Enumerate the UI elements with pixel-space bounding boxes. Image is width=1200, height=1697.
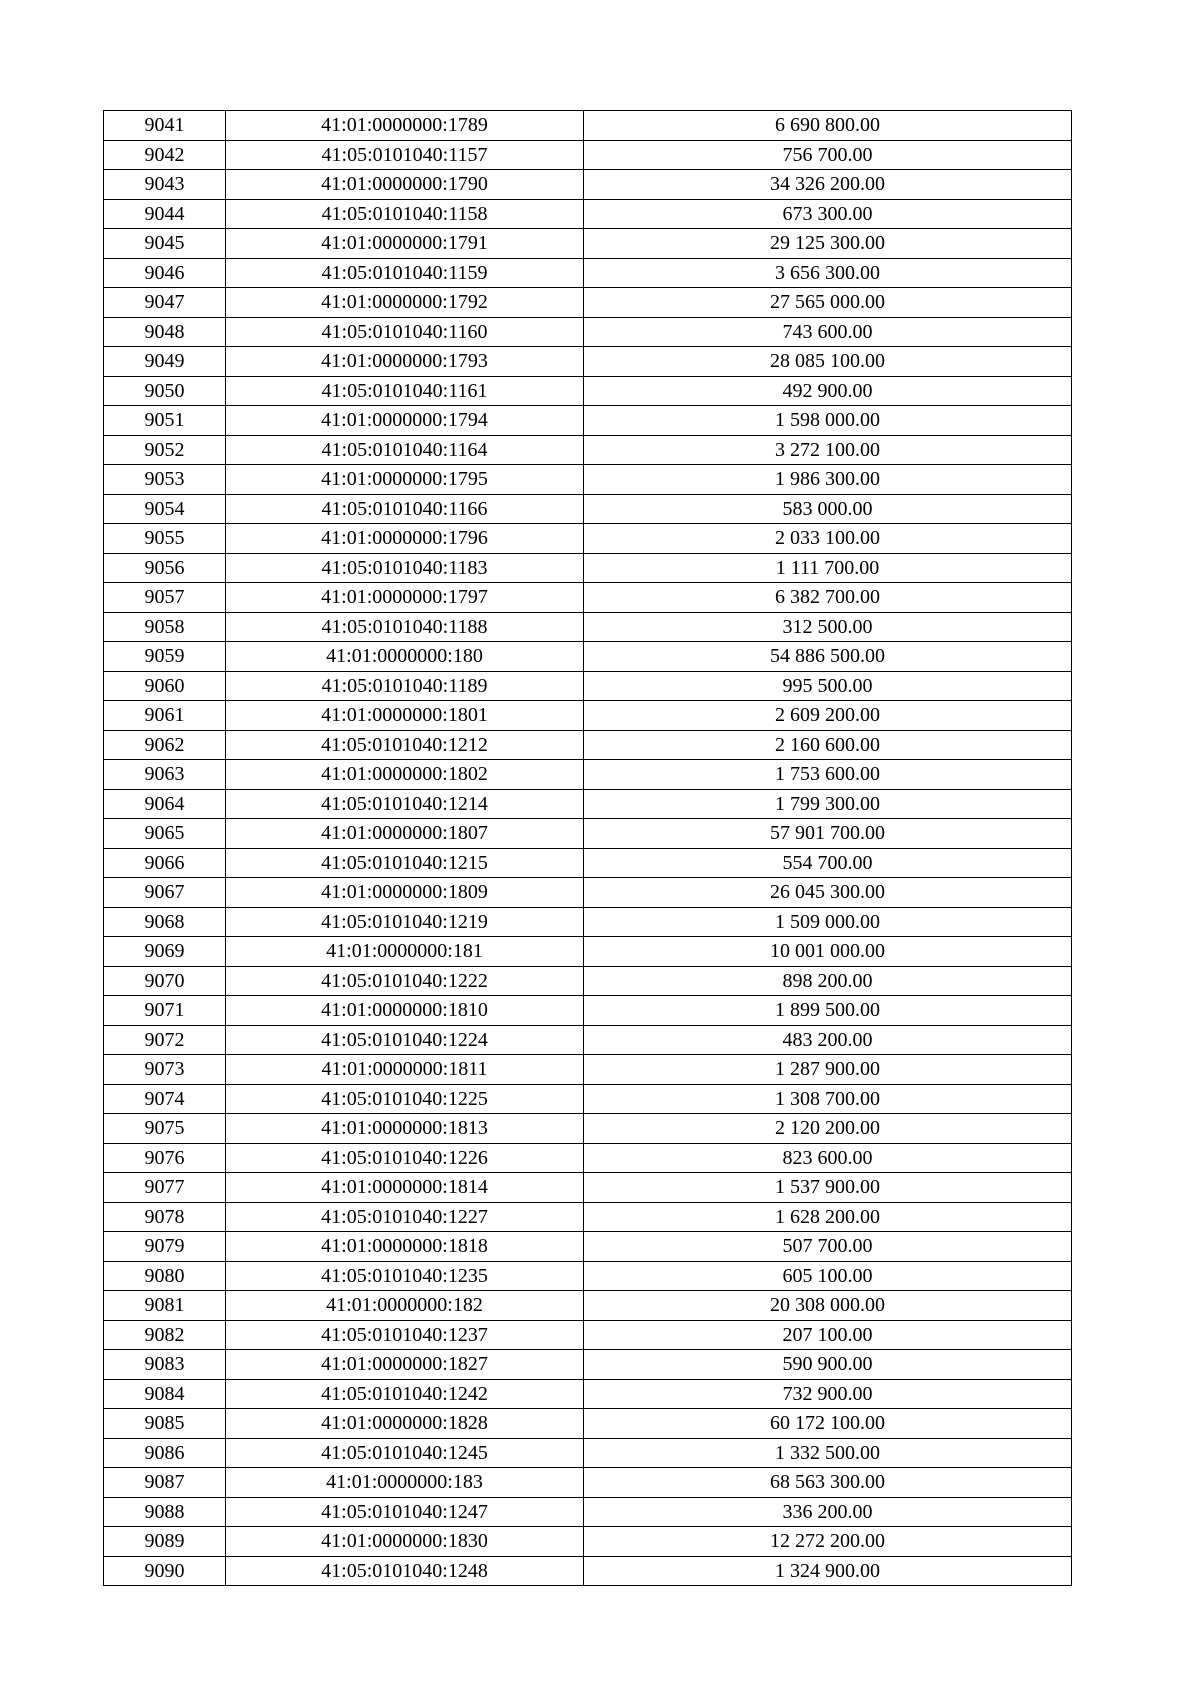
cadastral-number-cell: 41:01:0000000:180 (226, 642, 584, 672)
table-row (104, 996, 1072, 1026)
cadastral-value-cell: 336 200.00 (584, 1497, 1072, 1527)
cadastral-value-cell: 54 886 500.00 (584, 642, 1072, 672)
cadastral-value-cell: 2 609 200.00 (584, 701, 1072, 731)
table-row (104, 553, 1072, 583)
row-number-cell: 9060 (104, 671, 226, 701)
cadastral-number-cell: 41:01:0000000:1813 (226, 1114, 584, 1144)
table-row (104, 1055, 1072, 1085)
table-row (104, 1527, 1072, 1557)
cadastral-value-cell: 3 656 300.00 (584, 258, 1072, 288)
cadastral-value-cell: 2 120 200.00 (584, 1114, 1072, 1144)
cadastral-number-cell: 41:01:0000000:1791 (226, 229, 584, 259)
cadastral-value-cell: 68 563 300.00 (584, 1468, 1072, 1498)
cadastral-number-cell: 41:01:0000000:1797 (226, 583, 584, 613)
cadastral-number-cell: 41:05:0101040:1237 (226, 1320, 584, 1350)
table-row (104, 1173, 1072, 1203)
table-row (104, 1261, 1072, 1291)
cadastral-number-cell: 41:05:0101040:1183 (226, 553, 584, 583)
cadastral-number-cell: 41:01:0000000:1807 (226, 819, 584, 849)
row-number-cell: 9050 (104, 376, 226, 406)
cadastral-value-cell: 1 287 900.00 (584, 1055, 1072, 1085)
table-row (104, 701, 1072, 731)
row-number-cell: 9090 (104, 1556, 226, 1586)
cadastral-value-cell: 29 125 300.00 (584, 229, 1072, 259)
cadastral-value-cell: 27 565 000.00 (584, 288, 1072, 318)
cadastral-number-cell: 41:05:0101040:1160 (226, 317, 584, 347)
cadastral-number-cell: 41:01:0000000:1811 (226, 1055, 584, 1085)
cadastral-number-cell: 41:01:0000000:1818 (226, 1232, 584, 1262)
cadastral-number-cell: 41:05:0101040:1222 (226, 966, 584, 996)
row-number-cell: 9049 (104, 347, 226, 377)
table-row (104, 1114, 1072, 1144)
row-number-cell: 9052 (104, 435, 226, 465)
cadastral-value-cell: 6 382 700.00 (584, 583, 1072, 613)
cadastral-number-cell: 41:01:0000000:1830 (226, 1527, 584, 1557)
cadastral-number-cell: 41:01:0000000:1828 (226, 1409, 584, 1439)
row-number-cell: 9087 (104, 1468, 226, 1498)
row-number-cell: 9089 (104, 1527, 226, 1557)
table-row (104, 966, 1072, 996)
row-number-cell: 9065 (104, 819, 226, 849)
table-row (104, 1409, 1072, 1439)
cadastral-number-cell: 41:05:0101040:1159 (226, 258, 584, 288)
table-row (104, 1556, 1072, 1586)
cadastral-value-cell: 60 172 100.00 (584, 1409, 1072, 1439)
cadastral-value-cell: 12 272 200.00 (584, 1527, 1072, 1557)
table-row (104, 1084, 1072, 1114)
row-number-cell: 9068 (104, 907, 226, 937)
row-number-cell: 9072 (104, 1025, 226, 1055)
cadastral-value-cell: 3 272 100.00 (584, 435, 1072, 465)
row-number-cell: 9053 (104, 465, 226, 495)
row-number-cell: 9066 (104, 848, 226, 878)
cadastral-number-cell: 41:05:0101040:1242 (226, 1379, 584, 1409)
table-row (104, 1497, 1072, 1527)
table-row (104, 199, 1072, 229)
row-number-cell: 9071 (104, 996, 226, 1026)
cadastral-number-cell: 41:05:0101040:1212 (226, 730, 584, 760)
table-row (104, 1438, 1072, 1468)
row-number-cell: 9062 (104, 730, 226, 760)
cadastral-number-cell: 41:05:0101040:1224 (226, 1025, 584, 1055)
row-number-cell: 9041 (104, 111, 226, 141)
table-row (104, 1232, 1072, 1262)
row-number-cell: 9079 (104, 1232, 226, 1262)
table-row (104, 111, 1072, 141)
cadastral-number-cell: 41:05:0101040:1158 (226, 199, 584, 229)
cadastral-number-cell: 41:05:0101040:1166 (226, 494, 584, 524)
cadastral-value-cell: 995 500.00 (584, 671, 1072, 701)
row-number-cell: 9056 (104, 553, 226, 583)
table-row (104, 1202, 1072, 1232)
cadastral-value-cell: 6 690 800.00 (584, 111, 1072, 141)
table-row (104, 376, 1072, 406)
row-number-cell: 9077 (104, 1173, 226, 1203)
row-number-cell: 9073 (104, 1055, 226, 1085)
cadastral-number-cell: 41:01:0000000:183 (226, 1468, 584, 1498)
cadastral-value-cell: 823 600.00 (584, 1143, 1072, 1173)
cadastral-value-cell: 1 324 900.00 (584, 1556, 1072, 1586)
table-row (104, 465, 1072, 495)
row-number-cell: 9082 (104, 1320, 226, 1350)
row-number-cell: 9088 (104, 1497, 226, 1527)
cadastral-value-cell: 2 160 600.00 (584, 730, 1072, 760)
row-number-cell: 9051 (104, 406, 226, 436)
cadastral-number-cell: 41:01:0000000:1802 (226, 760, 584, 790)
table-row (104, 347, 1072, 377)
table-row (104, 937, 1072, 967)
cadastral-number-cell: 41:05:0101040:1245 (226, 1438, 584, 1468)
cadastral-value-cell: 28 085 100.00 (584, 347, 1072, 377)
cadastral-number-cell: 41:05:0101040:1189 (226, 671, 584, 701)
table-row (104, 288, 1072, 318)
row-number-cell: 9081 (104, 1291, 226, 1321)
cadastral-value-cell: 1 799 300.00 (584, 789, 1072, 819)
cadastral-value-cell: 507 700.00 (584, 1232, 1072, 1262)
cadastral-number-cell: 41:01:0000000:1814 (226, 1173, 584, 1203)
cadastral-value-cell: 1 986 300.00 (584, 465, 1072, 495)
table-row (104, 1025, 1072, 1055)
cadastral-value-cell: 590 900.00 (584, 1350, 1072, 1380)
cadastral-number-cell: 41:05:0101040:1226 (226, 1143, 584, 1173)
cadastral-value-cell: 1 308 700.00 (584, 1084, 1072, 1114)
table-row (104, 642, 1072, 672)
table-row (104, 1291, 1072, 1321)
cadastral-value-cell: 207 100.00 (584, 1320, 1072, 1350)
table-row (104, 789, 1072, 819)
cadastral-number-cell: 41:05:0101040:1225 (226, 1084, 584, 1114)
row-number-cell: 9084 (104, 1379, 226, 1409)
cadastral-value-cell: 1 537 900.00 (584, 1173, 1072, 1203)
cadastral-value-cell: 1 899 500.00 (584, 996, 1072, 1026)
table-row (104, 1379, 1072, 1409)
row-number-cell: 9076 (104, 1143, 226, 1173)
row-number-cell: 9085 (104, 1409, 226, 1439)
row-number-cell: 9069 (104, 937, 226, 967)
row-number-cell: 9042 (104, 140, 226, 170)
cadastral-value-cell: 743 600.00 (584, 317, 1072, 347)
row-number-cell: 9061 (104, 701, 226, 731)
cadastral-number-cell: 41:01:0000000:1795 (226, 465, 584, 495)
row-number-cell: 9043 (104, 170, 226, 200)
cadastral-number-cell: 41:05:0101040:1248 (226, 1556, 584, 1586)
cadastral-number-cell: 41:05:0101040:1214 (226, 789, 584, 819)
row-number-cell: 9048 (104, 317, 226, 347)
cadastral-value-cell: 554 700.00 (584, 848, 1072, 878)
cadastral-number-cell: 41:01:0000000:1827 (226, 1350, 584, 1380)
cadastral-value-cell: 898 200.00 (584, 966, 1072, 996)
row-number-cell: 9045 (104, 229, 226, 259)
table-row (104, 878, 1072, 908)
table-row (104, 583, 1072, 613)
cadastral-value-cell: 57 901 700.00 (584, 819, 1072, 849)
table-row (104, 229, 1072, 259)
table-row (104, 848, 1072, 878)
cadastral-value-cell: 20 308 000.00 (584, 1291, 1072, 1321)
cadastral-value-cell: 1 628 200.00 (584, 1202, 1072, 1232)
table-row (104, 406, 1072, 436)
table-row (104, 760, 1072, 790)
table-row (104, 730, 1072, 760)
table-row (104, 907, 1072, 937)
table-row (104, 612, 1072, 642)
cadastral-number-cell: 41:05:0101040:1247 (226, 1497, 584, 1527)
table-row (104, 1350, 1072, 1380)
table-row (104, 1320, 1072, 1350)
cadastral-number-cell: 41:05:0101040:1188 (226, 612, 584, 642)
cadastral-value-cell: 34 326 200.00 (584, 170, 1072, 200)
cadastral-value-cell: 26 045 300.00 (584, 878, 1072, 908)
row-number-cell: 9074 (104, 1084, 226, 1114)
table-row (104, 819, 1072, 849)
cadastral-number-cell: 41:05:0101040:1219 (226, 907, 584, 937)
cadastral-number-cell: 41:01:0000000:181 (226, 937, 584, 967)
cadastral-number-cell: 41:01:0000000:1809 (226, 878, 584, 908)
row-number-cell: 9057 (104, 583, 226, 613)
row-number-cell: 9075 (104, 1114, 226, 1144)
table-row (104, 671, 1072, 701)
cadastral-value-cell: 673 300.00 (584, 199, 1072, 229)
row-number-cell: 9083 (104, 1350, 226, 1380)
table-row (104, 435, 1072, 465)
row-number-cell: 9059 (104, 642, 226, 672)
table-row (104, 170, 1072, 200)
cadastral-number-cell: 41:05:0101040:1215 (226, 848, 584, 878)
table-row (104, 1143, 1072, 1173)
cadastral-number-cell: 41:01:0000000:1790 (226, 170, 584, 200)
cadastral-value-cell: 1 598 000.00 (584, 406, 1072, 436)
cadastral-value-cell: 583 000.00 (584, 494, 1072, 524)
row-number-cell: 9078 (104, 1202, 226, 1232)
cadastral-value-cell: 605 100.00 (584, 1261, 1072, 1291)
row-number-cell: 9046 (104, 258, 226, 288)
row-number-cell: 9058 (104, 612, 226, 642)
cadastral-number-cell: 41:01:0000000:1789 (226, 111, 584, 141)
cadastral-value-cell: 312 500.00 (584, 612, 1072, 642)
cadastral-number-cell: 41:01:0000000:1810 (226, 996, 584, 1026)
row-number-cell: 9044 (104, 199, 226, 229)
cadastral-value-cell: 483 200.00 (584, 1025, 1072, 1055)
table-body (104, 111, 1072, 1586)
table-row (104, 258, 1072, 288)
row-number-cell: 9047 (104, 288, 226, 318)
cadastral-number-cell: 41:05:0101040:1235 (226, 1261, 584, 1291)
cadastral-value-cell: 1 753 600.00 (584, 760, 1072, 790)
cadastral-number-cell: 41:01:0000000:1801 (226, 701, 584, 731)
cadastral-value-cell: 756 700.00 (584, 140, 1072, 170)
cadastral-value-cell: 492 900.00 (584, 376, 1072, 406)
cadastral-number-cell: 41:01:0000000:1792 (226, 288, 584, 318)
cadastral-number-cell: 41:05:0101040:1161 (226, 376, 584, 406)
cadastral-value-cell: 2 033 100.00 (584, 524, 1072, 554)
table-row (104, 1468, 1072, 1498)
row-number-cell: 9054 (104, 494, 226, 524)
cadastral-value-table (103, 110, 1072, 1586)
table-row (104, 494, 1072, 524)
row-number-cell: 9086 (104, 1438, 226, 1468)
cadastral-number-cell: 41:01:0000000:1796 (226, 524, 584, 554)
table-row (104, 140, 1072, 170)
cadastral-number-cell: 41:01:0000000:182 (226, 1291, 584, 1321)
cadastral-value-cell: 1 111 700.00 (584, 553, 1072, 583)
table-row (104, 524, 1072, 554)
cadastral-value-cell: 10 001 000.00 (584, 937, 1072, 967)
cadastral-number-cell: 41:05:0101040:1157 (226, 140, 584, 170)
cadastral-value-cell: 1 509 000.00 (584, 907, 1072, 937)
cadastral-number-cell: 41:05:0101040:1227 (226, 1202, 584, 1232)
row-number-cell: 9063 (104, 760, 226, 790)
cadastral-number-cell: 41:01:0000000:1794 (226, 406, 584, 436)
row-number-cell: 9064 (104, 789, 226, 819)
row-number-cell: 9055 (104, 524, 226, 554)
table-row (104, 317, 1072, 347)
cadastral-value-cell: 1 332 500.00 (584, 1438, 1072, 1468)
row-number-cell: 9070 (104, 966, 226, 996)
cadastral-number-cell: 41:01:0000000:1793 (226, 347, 584, 377)
row-number-cell: 9067 (104, 878, 226, 908)
cadastral-number-cell: 41:05:0101040:1164 (226, 435, 584, 465)
row-number-cell: 9080 (104, 1261, 226, 1291)
cadastral-value-cell: 732 900.00 (584, 1379, 1072, 1409)
